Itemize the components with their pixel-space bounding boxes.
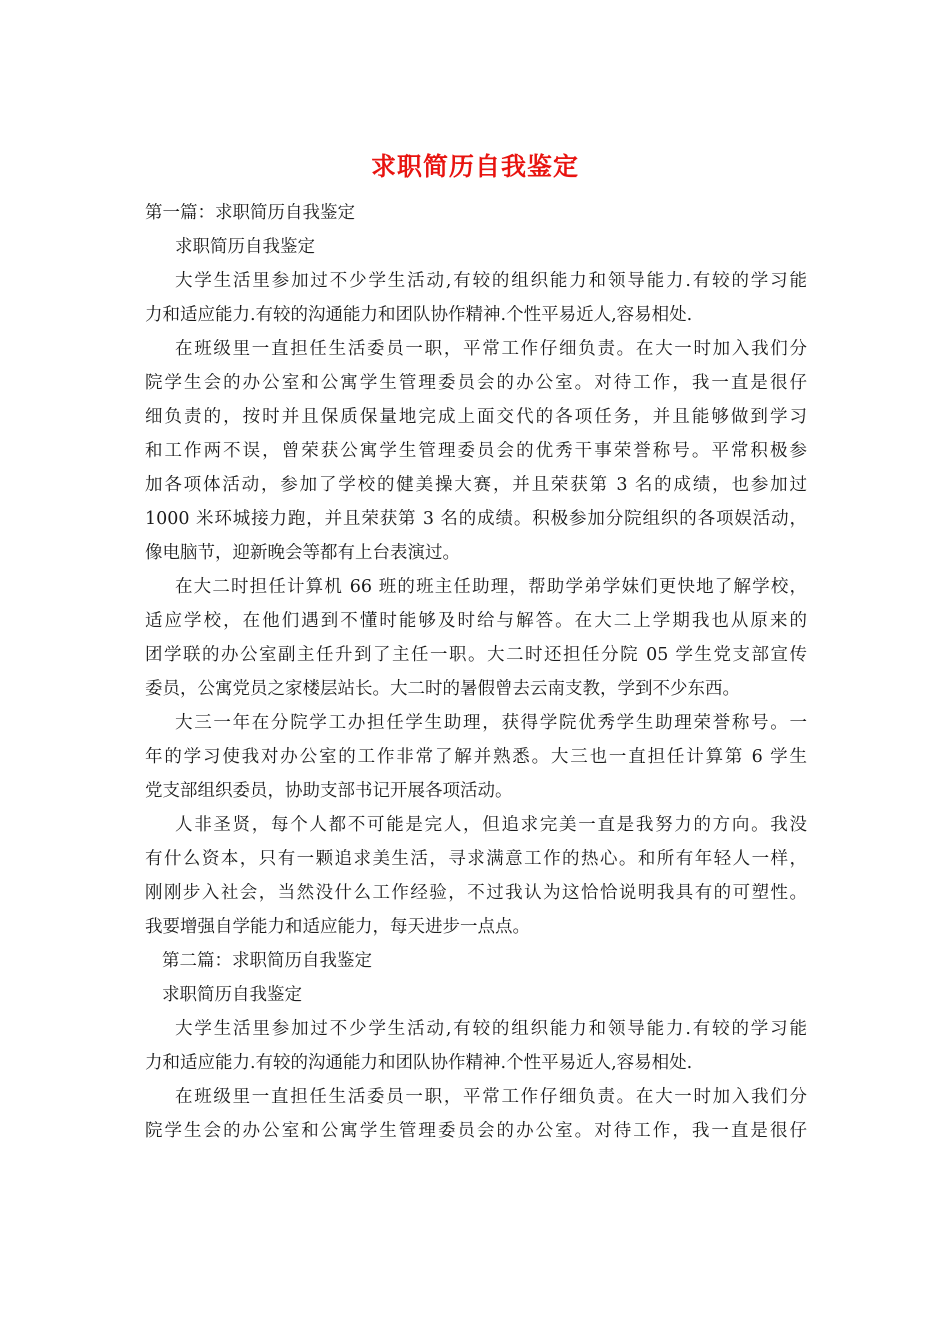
text-line: 在班级里一直担任生活委员一职，平常工作仔细负责。在大一时加入我们分 xyxy=(175,1087,807,1107)
text-line: 年的学习使我对办公室的工作非常了解并熟悉。大三也一直担任计算第 6 学生 xyxy=(145,747,807,767)
text-line: 细负责的，按时并且保质保量地完成上面交代的各项任务，并且能够做到学习 xyxy=(145,407,807,427)
document-title: 求职简历自我鉴定 xyxy=(370,152,579,181)
text-line: 大三一年在分院学工办担任学生助理，获得学院优秀学生助理荣誉称号。一 xyxy=(175,713,807,733)
text-line: 刚刚步入社会，当然没什么工作经验，不过我认为这恰恰说明我具有的可塑性。 xyxy=(145,883,807,903)
section-heading: 第一篇：求职简历自我鉴定 xyxy=(145,203,355,223)
text-line: 在班级里一直担任生活委员一职，平常工作仔细负责。在大一时加入我们分 xyxy=(175,339,807,359)
text-line: 在大二时担任计算机 66 班的班主任助理，帮助学弟学妹们更快地了解学校， xyxy=(175,577,807,597)
text-line: 大学生活里参加过不少学生活动,有较的组织能力和领导能力.有较的学习能 xyxy=(175,271,807,291)
document-body xyxy=(145,196,807,1148)
text-line: 院学生会的办公室和公寓学生管理委员会的办公室。对待工作，我一直是很仔 xyxy=(145,373,807,393)
text-line: 委员，公寓党员之家楼层站长。大二时的暑假曾去云南支教，学到不少东西。 xyxy=(145,679,740,699)
text-line: 像电脑节，迎新晚会等都有上台表演过。 xyxy=(145,543,460,563)
text-line: 1000 米环城接力跑，并且荣获第 3 名的成绩。积极参加分院组织的各项娱活动， xyxy=(145,509,807,529)
text-line: 团学联的办公室副主任升到了主任一职。大二时还担任分院 05 学生党支部宣传 xyxy=(145,645,807,665)
text-line: 力和适应能力.有较的沟通能力和团队协作精神.个性平易近人,容易相处. xyxy=(145,305,693,325)
text-line: 力和适应能力.有较的沟通能力和团队协作精神.个性平易近人,容易相处. xyxy=(145,1053,693,1073)
text-line: 大学生活里参加过不少学生活动,有较的组织能力和领导能力.有较的学习能 xyxy=(175,1019,807,1039)
section-subtitle: 求职简历自我鉴定 xyxy=(162,985,302,1005)
text-line: 院学生会的办公室和公寓学生管理委员会的办公室。对待工作，我一直是很仔 xyxy=(145,1121,807,1141)
text-line: 加各项体活动，参加了学校的健美操大赛，并且荣获第 3 名的成绩，也参加过 xyxy=(145,475,807,495)
text-line: 我要增强自学能力和适应能力，每天进步一点点。 xyxy=(145,917,530,937)
text-line: 党支部组织委员，协助支部书记开展各项活动。 xyxy=(145,781,513,801)
text-line: 适应学校，在他们遇到不懂时能够及时给与解答。在大二上学期我也从原来的 xyxy=(145,611,807,631)
section-subtitle: 求职简历自我鉴定 xyxy=(175,237,315,257)
text-line: 和工作两不误，曾荣获公寓学生管理委员会的优秀干事荣誉称号。平常积极参 xyxy=(145,441,807,461)
text-line: 人非圣贤，每个人都不可能是完人，但追求完美一直是我努力的方向。我没 xyxy=(175,815,807,835)
text-line: 有什么资本，只有一颗追求美生活，寻求满意工作的热心。和所有年轻人一样， xyxy=(145,849,807,869)
section-heading: 第二篇：求职简历自我鉴定 xyxy=(162,951,372,971)
